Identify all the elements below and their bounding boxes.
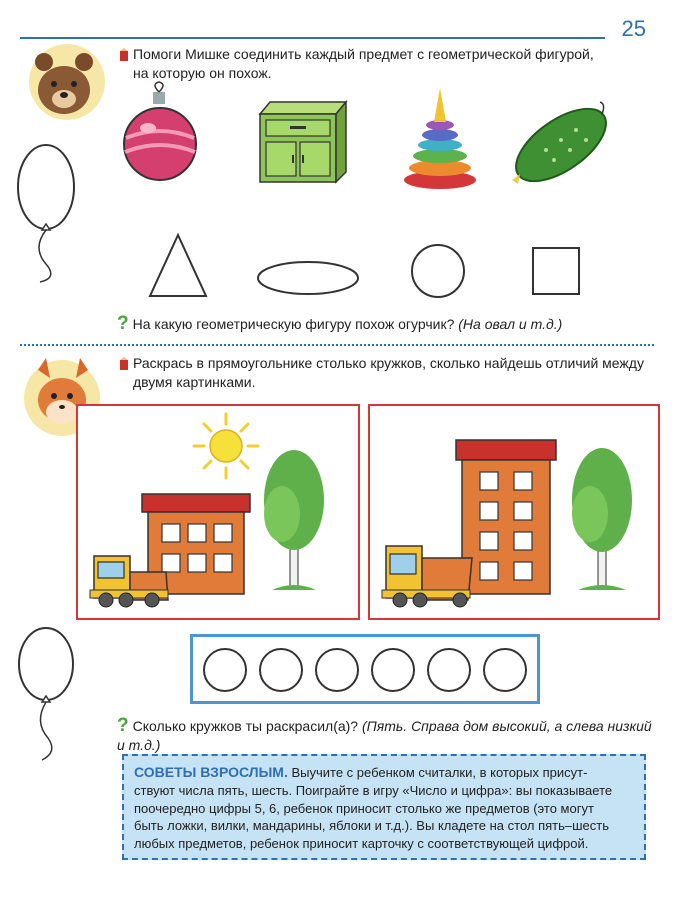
balloon-image	[16, 626, 76, 771]
answer-circle[interactable]	[203, 648, 247, 692]
left-picture	[76, 404, 360, 620]
task2-instruction: Раскрась в прямоугольнике столько кружков, сколько найдешь отличий между двумя картинками.	[133, 355, 644, 390]
answer-circle[interactable]	[315, 648, 359, 692]
triangle-shape	[148, 233, 208, 298]
answer-circle[interactable]	[371, 648, 415, 692]
answer-circles-box	[190, 634, 540, 704]
task2-question-row: ? Сколько кружков ты раскрасил(а)? (Пять. Справа дом высокий, а слева низкий и т.д.)	[117, 715, 652, 753]
answer-circle[interactable]	[427, 648, 471, 692]
answer-circle[interactable]	[259, 648, 303, 692]
tips-for-adults-box: СОВЕТЫ ВЗРОСЛЫМ. Выучите с ребенком считалки, в которых присут- ствуют числа пять, шесть. Поиграйте в игру «Число и цифра»: вы показываете поочередно цифры 5, 6, ребенок приносит столько же предметов (это могут быть ложки, вилки, мандарины, яблоки и т.д.). Вы кладете на стол пять–шесть любых предметов, ребенок приносит карточку с соответствующей цифрой.	[122, 754, 646, 860]
pencil-icon	[118, 48, 130, 62]
header-rule	[20, 37, 605, 39]
pencil-icon	[118, 357, 130, 371]
christmas-ball-image	[120, 88, 200, 193]
right-picture	[368, 404, 660, 620]
square-shape	[532, 247, 580, 295]
circle-shape	[410, 243, 466, 299]
pyramid-toy-image	[400, 84, 480, 194]
question-mark-icon: ?	[117, 715, 129, 736]
tips-title: СОВЕТЫ ВЗРОСЛЫМ.	[134, 764, 288, 780]
oval-shape	[256, 260, 360, 296]
cabinet-image	[256, 100, 352, 195]
page-number: 25	[621, 16, 646, 41]
question-mark-icon: ?	[117, 313, 129, 334]
section-divider	[20, 344, 654, 346]
answer-circle[interactable]	[483, 648, 527, 692]
bear-icon	[22, 42, 102, 122]
sun-image	[194, 414, 258, 478]
cucumber-image	[506, 100, 616, 190]
balloon-image	[16, 142, 76, 287]
task1-instruction: Помоги Мишке соединить каждый предмет с геометрической фигурой, на которую он похож.	[133, 46, 594, 81]
task1-question-row: ? На какую геометрическую фигуру похож огурчик? (На овал и т.д.)	[117, 313, 563, 334]
